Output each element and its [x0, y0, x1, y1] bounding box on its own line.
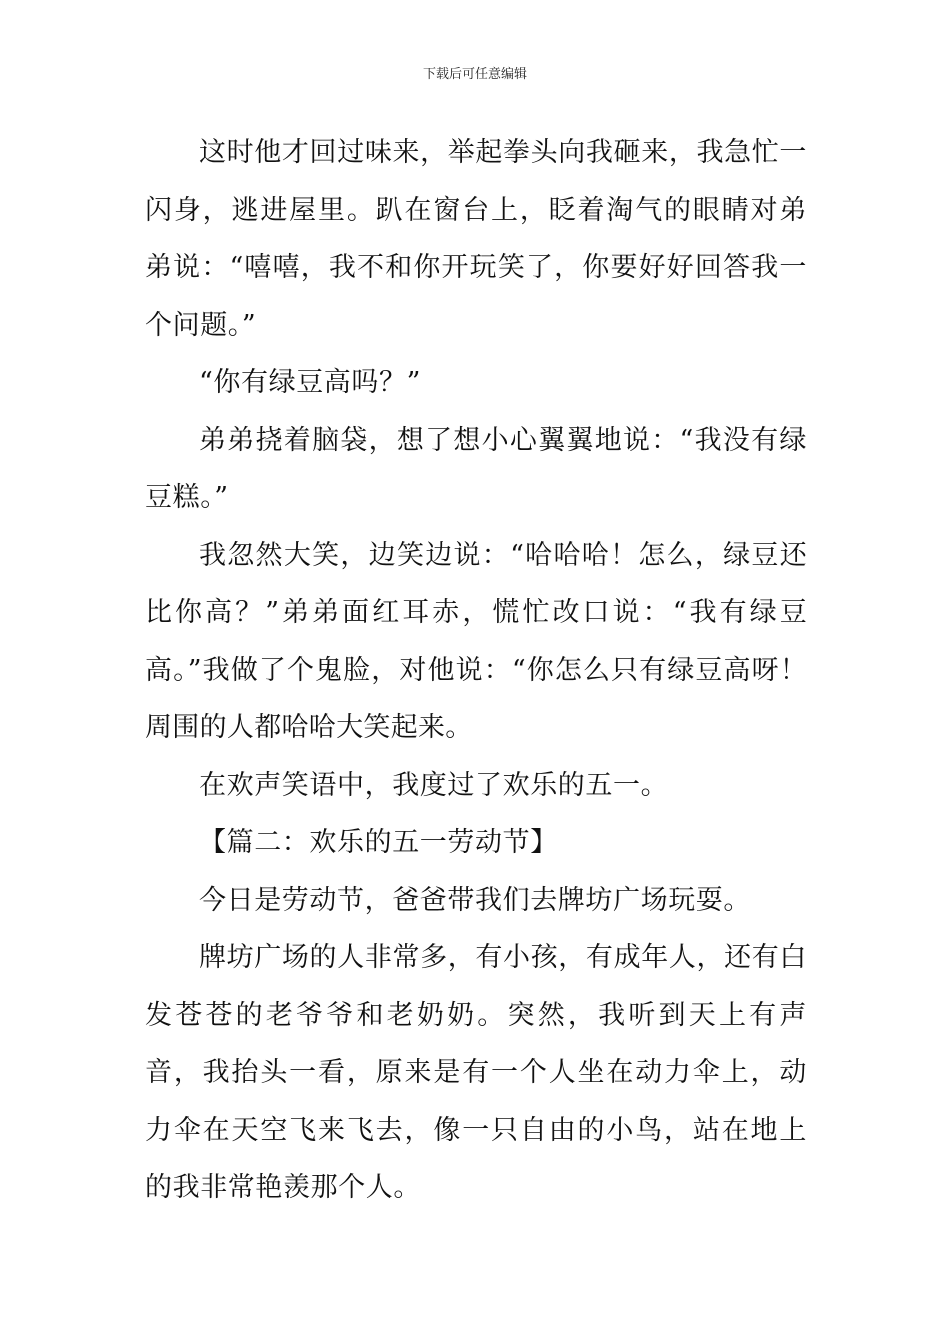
page-header: 下载后可任意编辑	[422, 67, 527, 82]
paragraph: 我忽然大笑，边笑边说：“哈哈哈！怎么，绿豆还比你高？”弟弟面红耳赤，慌忙改口说：“我有绿豆高。”我做了个鬼脸，对他说：“你怎么只有绿豆高呀！周围的人都哈哈大笑起来。	[145, 539, 807, 743]
paragraph: 弟弟挠着脑袋，想了想小心翼翼地说：“我没有绿豆糕。”	[145, 424, 807, 513]
paragraph: 牌坊广场的人非常多，有小孩，有成年人，还有白发苍苍的老爷爷和老奶奶。突然，我听到天上有声音，我抬头一看，原来是有一个人坐在动力伞上，动力伞在天空飞来飞去，像一只自由的小鸟，站在地上的我非常艳羡那个人。	[145, 942, 807, 1203]
section-heading: 【篇二：欢乐的五一劳动节】	[199, 827, 558, 858]
paragraph: 这时他才回过味来，举起拳头向我砸来，我急忙一闪身，逃进屋里。趴在窗台上，眨着淘气的眼睛对弟弟说：“嘻嘻，我不和你开玩笑了，你要好好回答我一个问题。”	[145, 137, 807, 341]
paragraph: “你有绿豆高吗？”	[199, 367, 422, 398]
document-body	[145, 124, 807, 1217]
paragraph: 今日是劳动节，爸爸带我们去牌坊广场玩耍。	[199, 884, 751, 916]
paragraph: 在欢声笑语中，我度过了欢乐的五一。	[199, 769, 669, 801]
